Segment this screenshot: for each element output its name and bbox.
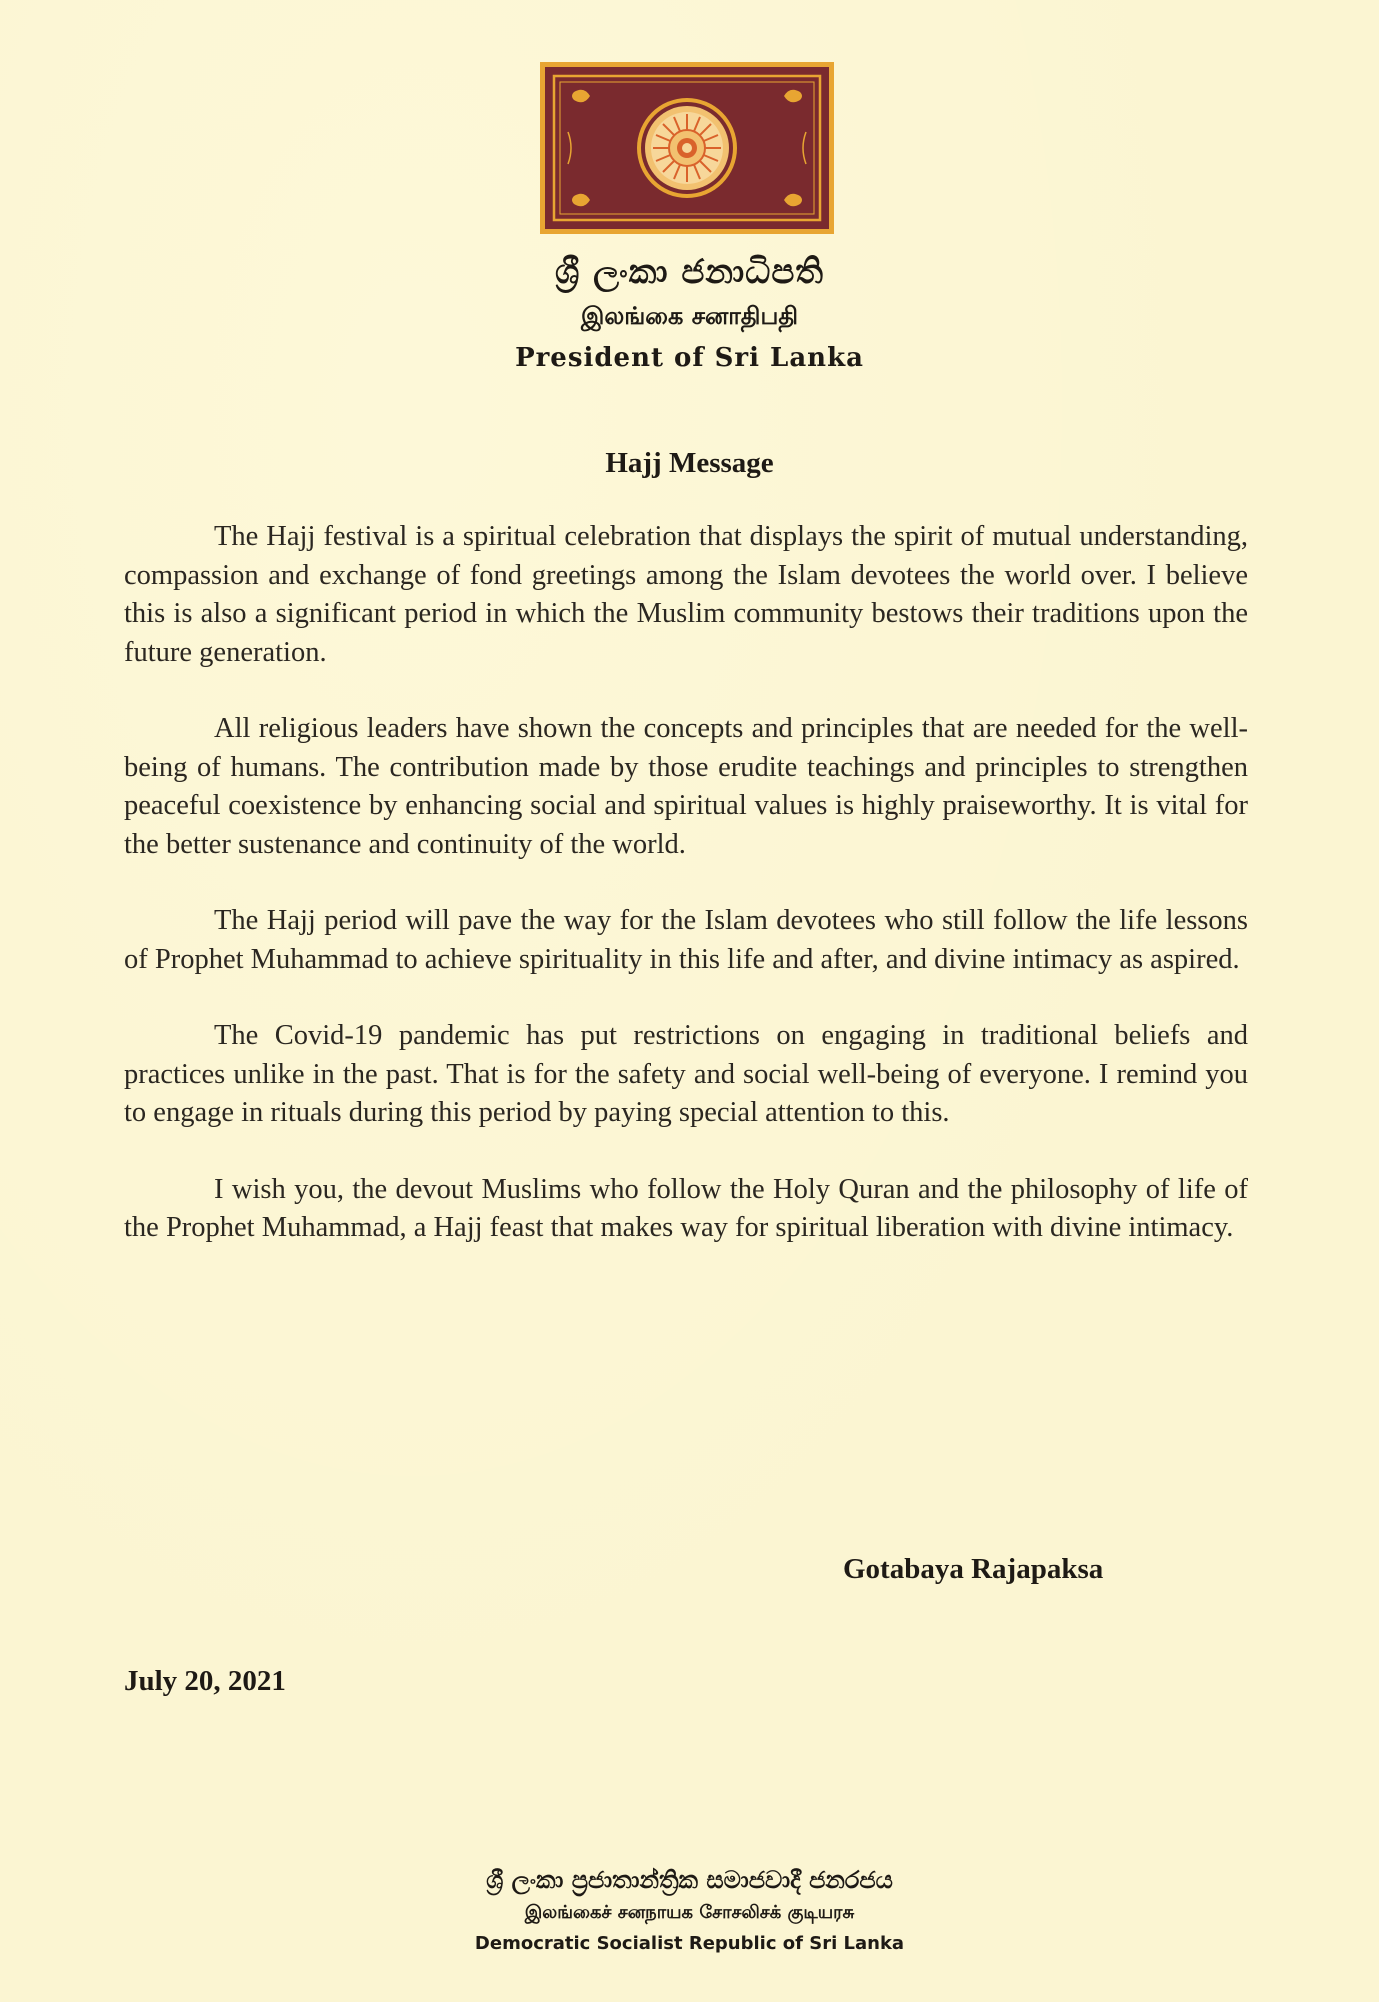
presidential-flag-emblem-icon [540, 62, 834, 234]
paragraph-1: The Hajj festival is a spiritual celebration that displays the spirit of mutual understanding, compassion and exchange of fond greetings among the Islam devotees the world over. I believe this is also a significant period in which the Muslim community bestows their traditions upon the future generation. [124, 521, 1248, 668]
paragraph-4: The Covid-19 pandemic has put restrictions on engaging in traditional beliefs and practices unlike in the past. That is for the safety and social well-being of everyone. I remind you to engage in rituals during this period by paying special attention to this. [124, 1020, 1248, 1128]
paragraph-2: All religious leaders have shown the concepts and principles that are needed for the well-being of humans. The contribution made by those erudite teachings and principles to strengthen peaceful coexistence by enhancing social and spiritual values is highly praiseworthy. It is vital for the better sustenance and continuity of the world. [124, 713, 1248, 860]
letterhead-title-sinhala: ශ්‍රී ලංකා ජනාධිපති [555, 252, 824, 292]
signatory-name: Gotabaya Rajapaksa [843, 1553, 1104, 1585]
document-heading: Hajj Message [605, 447, 774, 479]
paragraph-3: The Hajj period will pave the way for the Islam devotees who still follow the life lessons of Prophet Muhammad to achieve spirituality in this life and after, and divine intimacy as aspired. [124, 905, 1248, 975]
footer-sinhala: ශ්‍රී ලංකා ප්‍රජාතාන්ත්‍රික සමාජවාදී ජනරජය [486, 1866, 893, 1894]
document-date: July 20, 2021 [124, 1665, 286, 1697]
message-body [124, 518, 1248, 1286]
footer-english: Democratic Socialist Republic of Sri Lanka [474, 1933, 905, 1954]
letterhead-title-english: President of Sri Lanka [515, 343, 864, 373]
letterhead-title-tamil: இலங்கை சனாதிபதி [581, 302, 798, 330]
paragraph-5: I wish you, the devout Muslims who follow the Holy Quran and the philosophy of life of the Prophet Muhammad, a Hajj feast that makes way for spiritual liberation with divine intimacy. [124, 1173, 1248, 1243]
footer-tamil: இலங்கைச் சனநாயக சோசலிசக் குடியரசு [524, 1902, 855, 1923]
